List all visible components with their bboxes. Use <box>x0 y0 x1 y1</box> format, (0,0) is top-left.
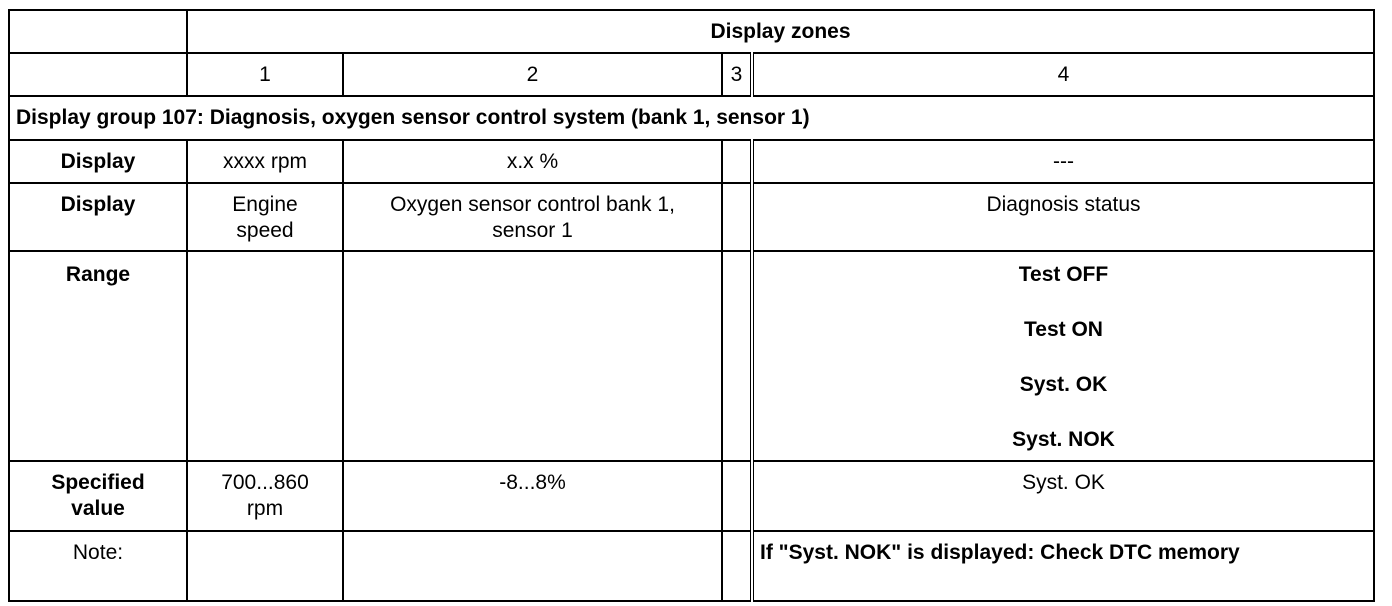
zone4-range <box>752 251 1374 461</box>
range-item-syst-nok: Syst. NOK <box>1012 428 1115 451</box>
corner-cell <box>9 10 187 53</box>
zone3-specified <box>722 461 752 531</box>
zone3-display-name <box>722 183 752 251</box>
zone2-range <box>343 251 722 461</box>
display-value-row <box>9 140 1374 183</box>
zone4-display-value: --- <box>752 140 1374 183</box>
row-label-specified <box>9 461 187 531</box>
range-status-list <box>760 262 1367 453</box>
zone1-display-value: xxxx rpm <box>187 140 343 183</box>
display-name-row <box>9 183 1374 251</box>
row-label-display-name: Display <box>9 183 187 251</box>
zone-number-3: 3 <box>722 53 752 96</box>
range-item-test-on: Test ON <box>1024 318 1103 341</box>
zone1-specified-line2: rpm <box>246 497 284 520</box>
row-label-specified-line1: Specified <box>51 471 145 494</box>
zone2-display-name-line2: sensor 1 <box>492 219 573 242</box>
zone2-display-name <box>343 183 722 251</box>
zone2-display-value: x.x % <box>343 140 722 183</box>
group-title: Display group 107: Diagnosis, oxygen sensor control system (bank 1, sensor 1) <box>9 96 1374 140</box>
zone1-display-name-line2: speed <box>236 219 294 242</box>
header-row-zones <box>9 10 1374 53</box>
group-title-row <box>9 96 1374 140</box>
header-row-numbers <box>9 53 1374 96</box>
zone1-specified-line1: 700...860 <box>221 471 309 494</box>
zone1-note <box>187 531 343 601</box>
display-zones-title: Display zones <box>187 10 1374 53</box>
range-item-syst-ok: Syst. OK <box>1019 373 1108 396</box>
row-label-note: Note: <box>9 531 187 601</box>
zone4-display-name: Diagnosis status <box>752 183 1374 251</box>
zone3-range <box>722 251 752 461</box>
row-label-range: Range <box>9 251 187 461</box>
zone1-display-name <box>187 183 343 251</box>
zone-number-4: 4 <box>752 53 1374 96</box>
corner-cell-2 <box>9 53 187 96</box>
note-row <box>9 531 1374 601</box>
zone2-note <box>343 531 722 601</box>
zone4-note: If "Syst. NOK" is displayed: Check DTC memory <box>752 531 1374 601</box>
row-label-display: Display <box>9 140 187 183</box>
zone2-display-name-line1: Oxygen sensor control bank 1, <box>390 193 675 216</box>
zone1-display-name-line1: Engine <box>232 193 298 216</box>
zone2-specified: -8...8% <box>343 461 722 531</box>
range-item-test-off: Test OFF <box>1018 263 1109 286</box>
display-group-table <box>8 9 1375 602</box>
zone1-range <box>187 251 343 461</box>
zone-number-1: 1 <box>187 53 343 96</box>
zone3-display-value <box>722 140 752 183</box>
zone3-note <box>722 531 752 601</box>
zone1-specified <box>187 461 343 531</box>
row-label-specified-line2: value <box>71 497 125 520</box>
zone4-specified: Syst. OK <box>752 461 1374 531</box>
range-row <box>9 251 1374 461</box>
zone-number-2: 2 <box>343 53 722 96</box>
specified-value-row <box>9 461 1374 531</box>
